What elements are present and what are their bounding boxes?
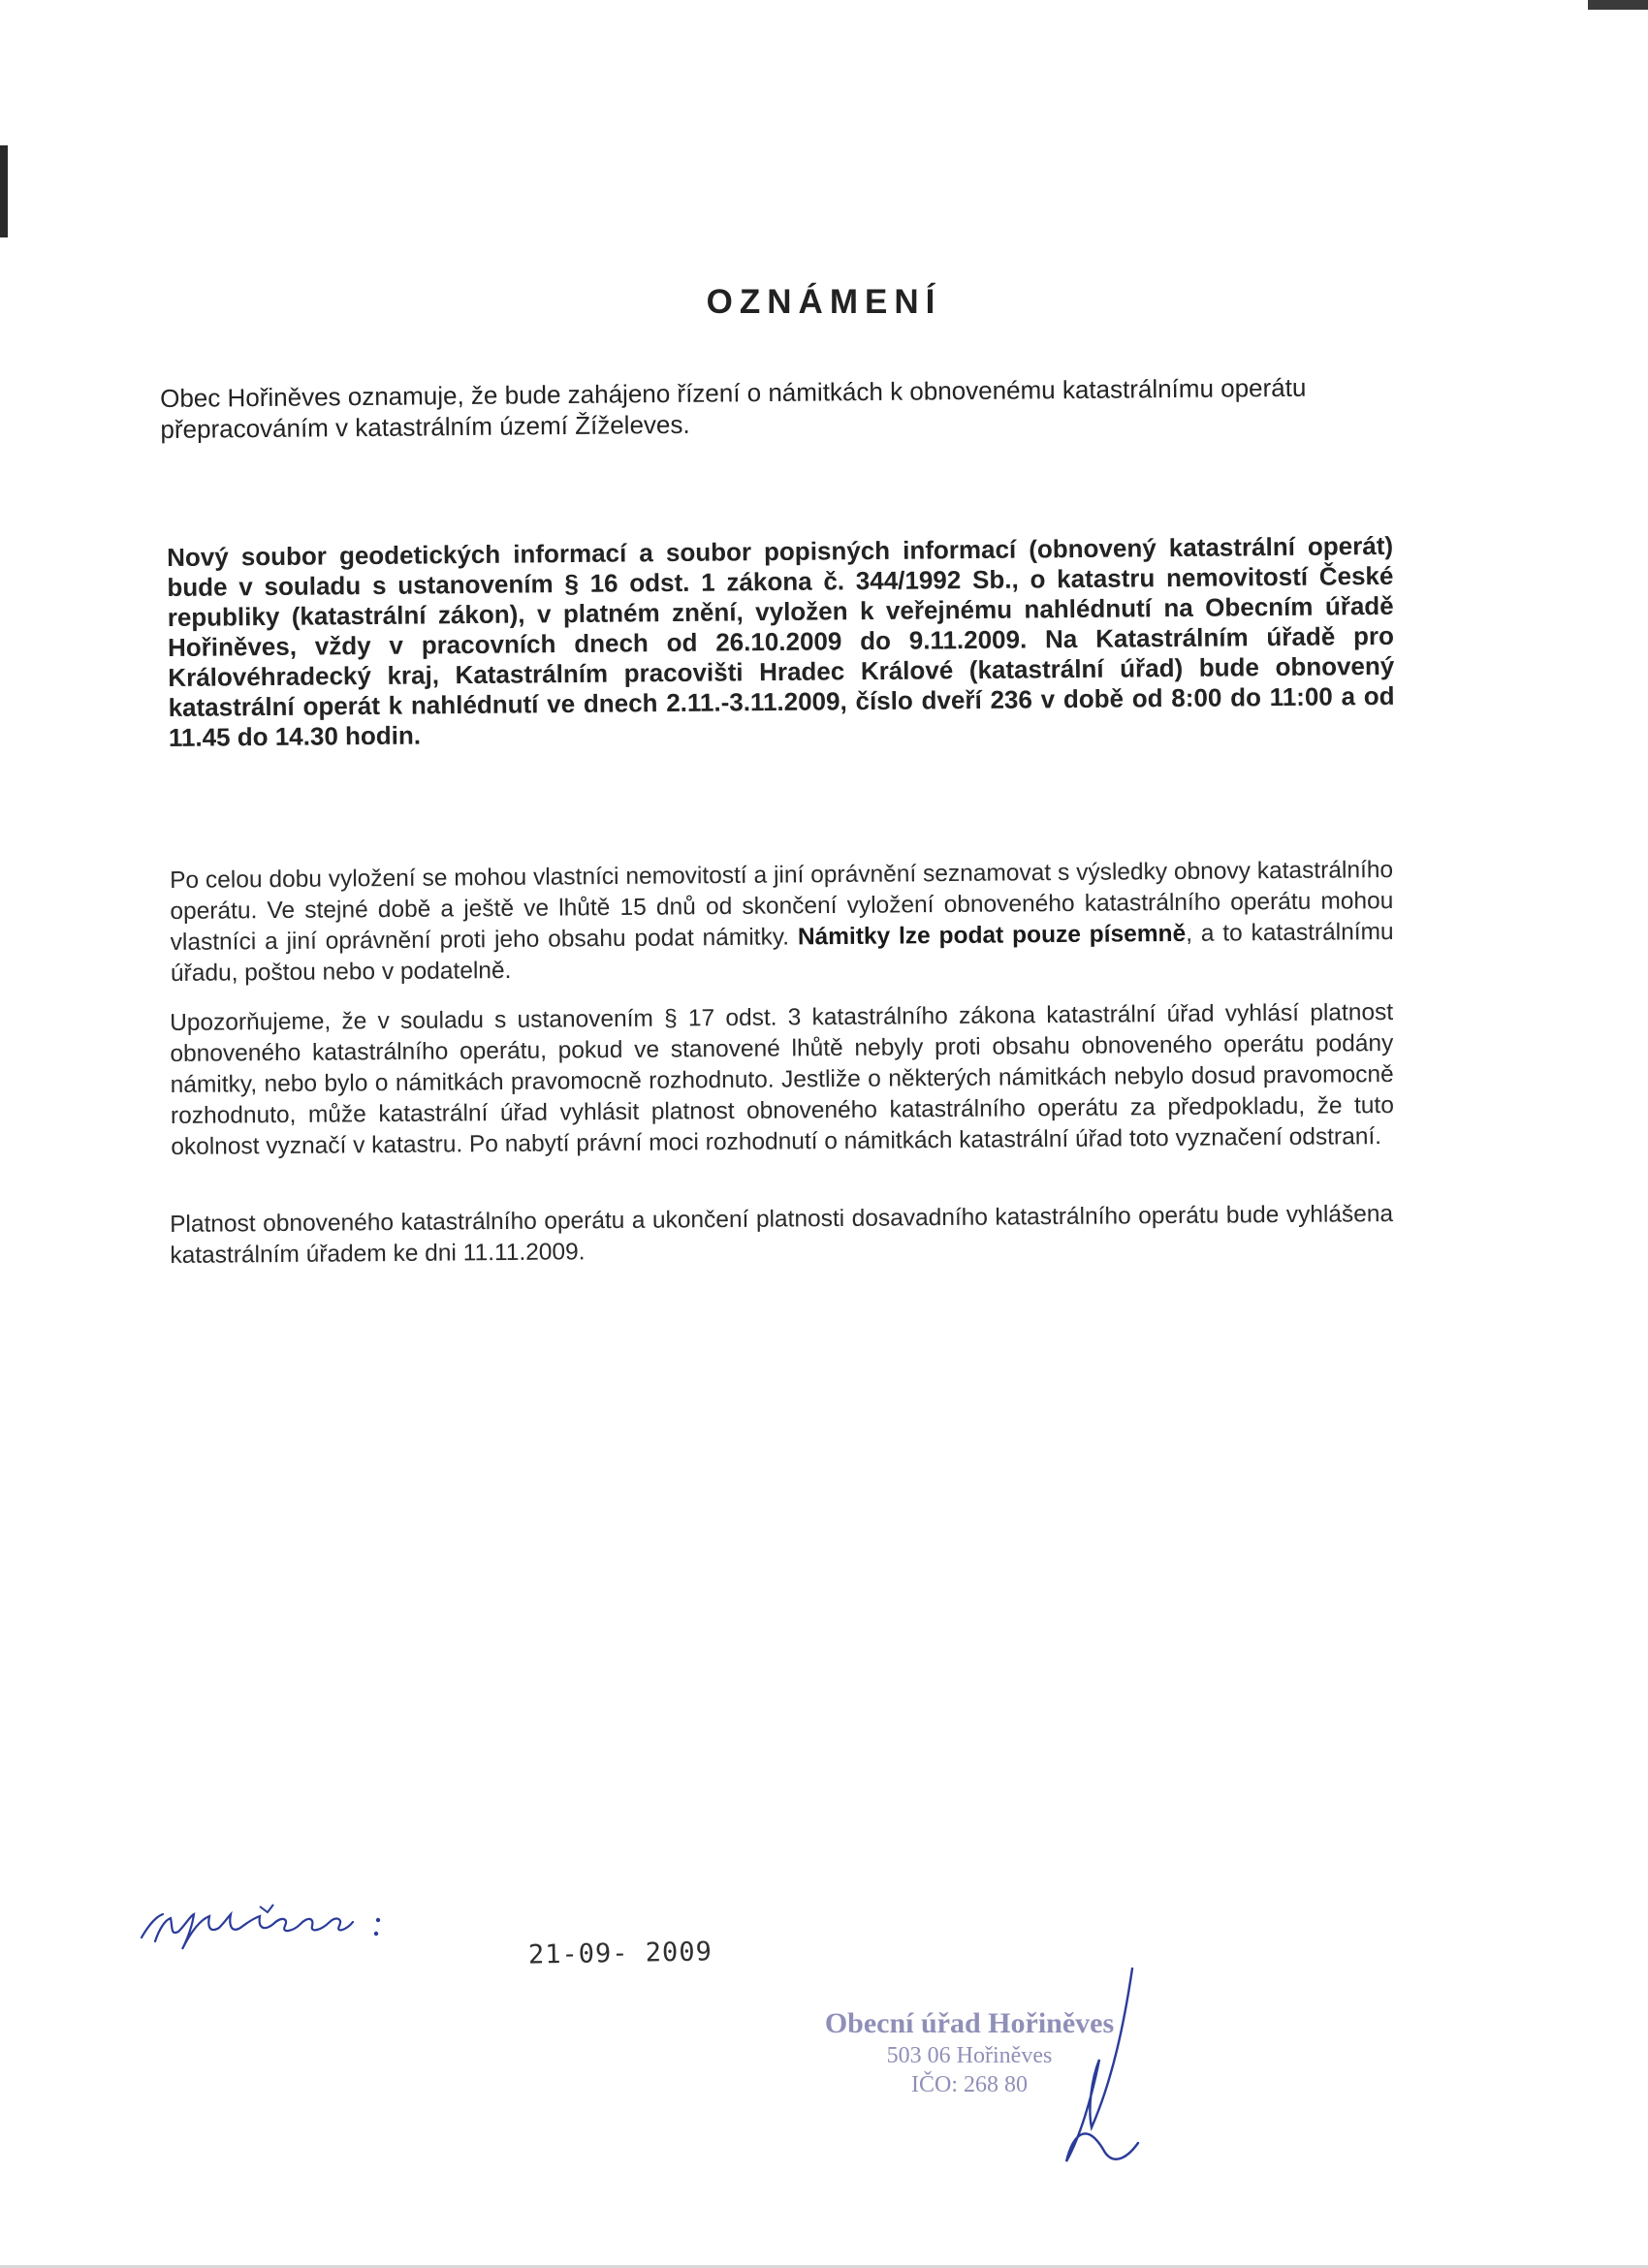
signature: [998, 1963, 1154, 2176]
stamp-ico: IČO: 268 80: [911, 2072, 1028, 2097]
intro-paragraph: Obec Hořiněves oznamuje, že bude zahájeno řízení o námitkách k obnovenému katastrálnímu operátu přepracováním v katastrálním území Žíželeves.: [160, 372, 1307, 444]
objections-paragraph: [170, 855, 1394, 990]
date-stamp: 21-09- 2009: [527, 1937, 713, 1970]
handwritten-note: [136, 1895, 436, 1953]
stamp-address: 503 06 Hořiněves: [886, 2043, 1053, 2068]
objections-bold-text: Námitky lze podat pouze písemně: [797, 920, 1187, 951]
info-paragraph: Nový soubor geodetických informací a soubor popisných informací (obnovený katastrální operát) bude v souladu s ustanovením § 16 odst. 1 zákona č. 344/1992 Sb., o katastru nemovitostí České republiky (katastrální zákon), v platném znění, vyložen k veřejnému nahlédnutí na Obecním úřadě Hořiněves, vždy v pracovních dnech od 26.10.2009 do 9.11.2009. Na Katastrálním úřadě pro Královéhradecký kraj, Katastrálním pracovišti Hradec Králové (katastrální úřad) bude obnovený katastrální operát k nahlédnutí ve dnech 2.11.-3.11.2009, číslo dveří 236 v době od 8:00 do 11:00 a od 11.45 do 14.30 hodin.: [167, 530, 1395, 752]
stamp-office-name: Obecní úřad Hořiněves: [824, 2007, 1115, 2039]
document-title: OZNÁMENÍ: [706, 283, 942, 321]
notice-paragraph: Upozorňujeme, že v souladu s ustanovením § 17 odst. 3 katastrálního zákona katastrální úřad vyhlásí platnost obnoveného katastrálního operátu, pokud ve stanovené lhůtě nebyly proti obsahu obnoveného operátu podány námitky, nebo bylo o námitkách pravomocně rozhodnuto. Jestliže o některých námitkách nebylo dosud pravomocně rozhodnuto, může katastrální úřad vyhlásit platnost obnoveného katastrálního operátu za předpokladu, že tuto okolnost vyznačí v katastru. Po nabytí právní moci rozhodnutí o námitkách katastrální úřad toto vyznačení odstraní.: [170, 998, 1395, 1160]
scan-edge-left: [0, 145, 8, 237]
validity-paragraph: Platnost obnoveného katastrálního operátu a ukončení platnosti dosavadního katastrálního operátu bude vyhlášena katastrálním úřadem ke dni 11.11.2009.: [170, 1200, 1394, 1269]
objections-tail-text: , a to katastrálnímu úřadu, poštou nebo v podatelně.: [170, 918, 1394, 987]
objections-text: Po celou dobu vyložení se mohou vlastníci nemovitostí a jiní oprávnění seznamovat s výsledky obnovy katastrálního operátu. Ve stejné době a ještě ve lhůtě 15 dnů od skončení vyložení obnoveného katastrálního operátu mohou vlastníci a jiní oprávnění proti jeho obsahu podat námitky.: [170, 856, 1394, 956]
scan-edge-top-right: [1588, 0, 1648, 10]
